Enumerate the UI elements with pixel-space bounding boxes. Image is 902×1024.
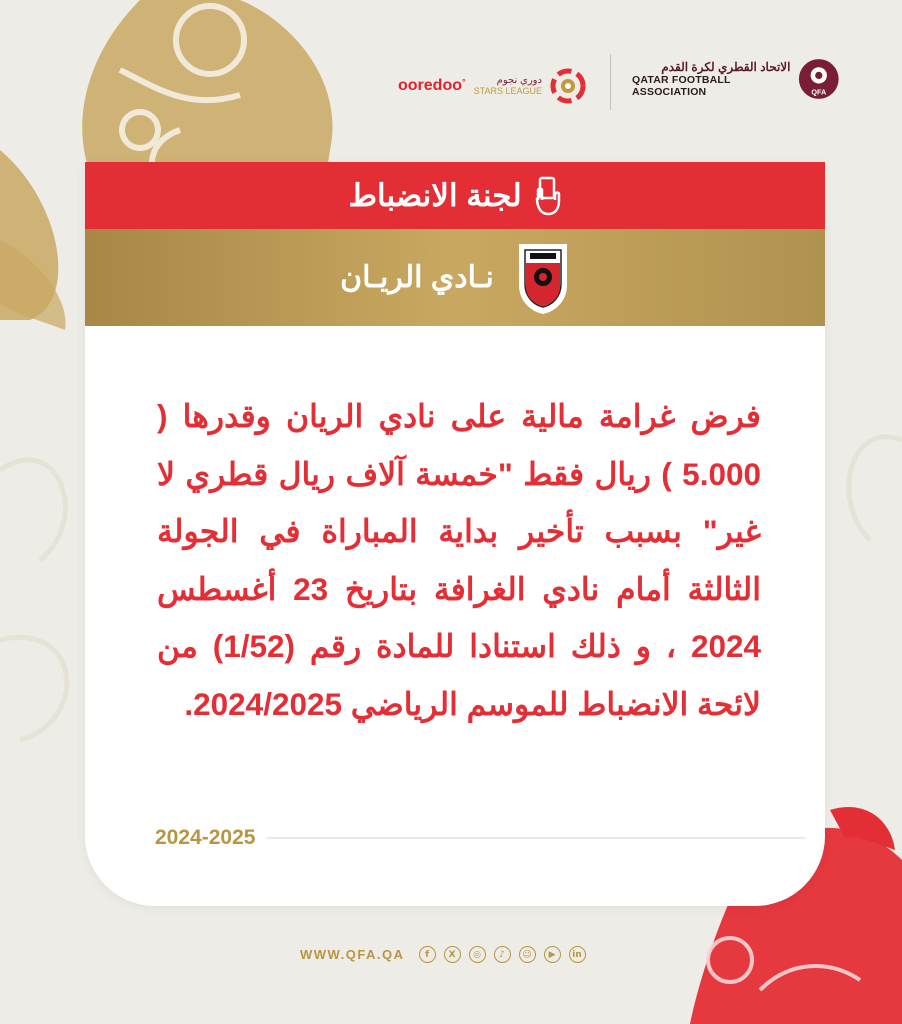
club-name: نـادي الريـان	[340, 261, 494, 294]
stars-league-logo-icon	[550, 68, 586, 104]
footer	[300, 946, 586, 963]
qfa-wordmark: الاتحاد القطري لكرة القدم QATAR FOOTBALL ASSOCIATION	[632, 60, 791, 98]
header	[380, 40, 840, 120]
linkedin-icon[interactable]: in	[569, 946, 586, 963]
season-row	[155, 826, 805, 850]
season-divider	[267, 837, 805, 839]
facebook-icon[interactable]: f	[419, 946, 436, 963]
website-link[interactable]: WWW.QFA.QA	[300, 947, 405, 962]
committee-banner	[85, 162, 825, 229]
al-rayyan-crest-icon	[516, 241, 570, 315]
qfa-logo-icon	[798, 56, 840, 102]
red-card-hand-icon	[534, 176, 562, 216]
club-banner	[85, 229, 825, 326]
header-divider	[610, 54, 611, 110]
svg-text:QFA: QFA	[811, 87, 827, 97]
ooredoo-logo: ooredoo°	[398, 77, 466, 94]
tiktok-icon[interactable]: ♪	[494, 946, 511, 963]
snapchat-icon[interactable]: ☺	[519, 946, 536, 963]
youtube-icon[interactable]: ▶	[544, 946, 561, 963]
decision-text: فرض غرامة مالية على نادي الريان وقدرها ( 5.000 ) ريال فقط "خمسة آلاف ريال قطري لا غير" بسبب تأخير بداية المباراة في الجولة الثالثة أمام نادي الغرافة بتاريخ 23 أغسطس 2024 ، و ذلك استنادا للمادة رقم (1/52) من لائحة الانضباط للموسم الرياضي 2024/2025.	[157, 398, 762, 722]
season-label: 2024-2025	[155, 826, 256, 849]
sponsor-block	[398, 68, 586, 104]
qfa-block	[632, 56, 840, 102]
committee-title: لجنة الانضباط	[348, 177, 522, 213]
decision-card	[85, 162, 825, 906]
stars-league-wordmark: دوري نجوم STARS LEAGUE	[473, 75, 542, 96]
instagram-icon[interactable]: ◎	[469, 946, 486, 963]
x-icon[interactable]: X	[444, 946, 461, 963]
